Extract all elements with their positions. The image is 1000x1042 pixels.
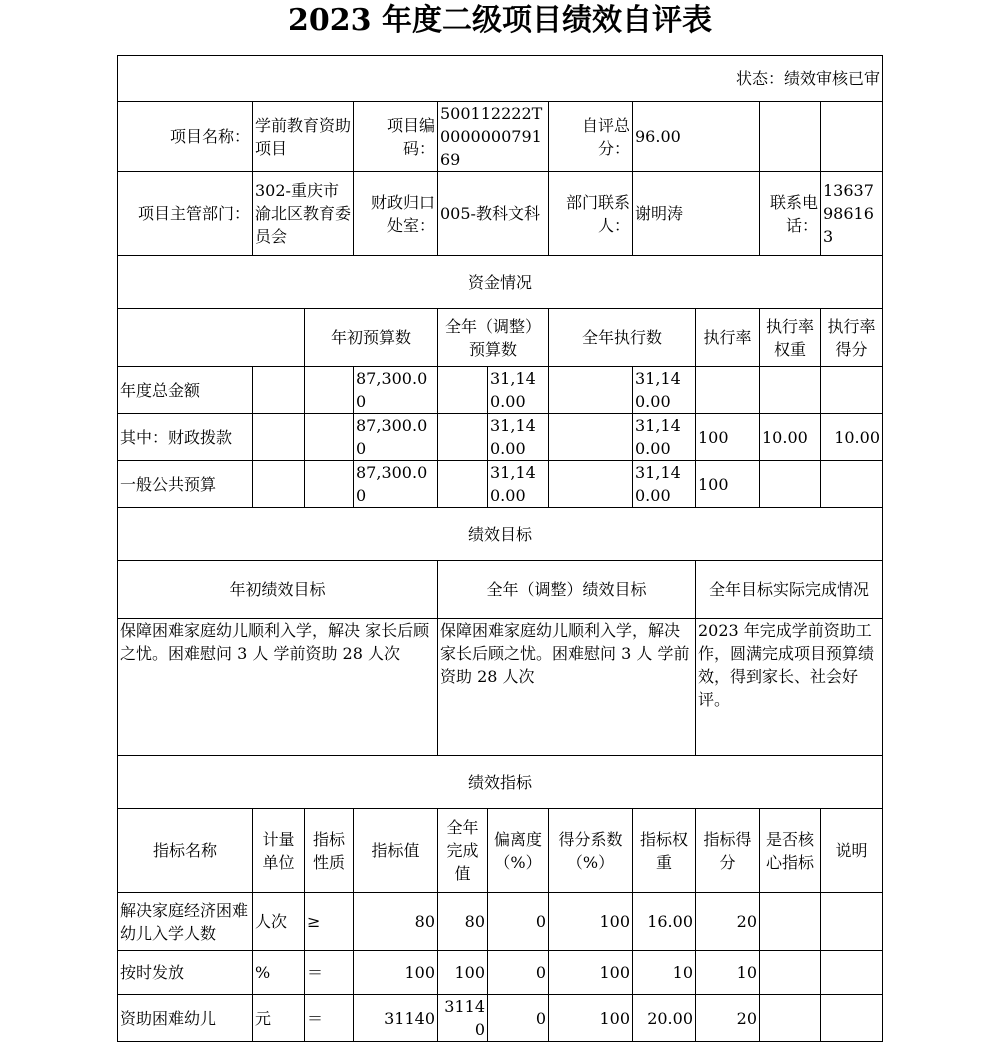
dept-label: 项目主管部门： xyxy=(118,172,253,256)
indicator-value: 100 xyxy=(354,951,438,995)
actual-goal-header: 全年目标实际完成情况 xyxy=(696,561,883,619)
funds-row-label: 其中：财政拨款 xyxy=(118,414,253,461)
status-cell: 状态：绩效审核已审 xyxy=(118,56,883,102)
indicator-name: 按时发放 xyxy=(118,951,253,995)
empty-cell xyxy=(305,414,354,461)
empty-cell xyxy=(253,367,305,414)
adjusted-budget-value: 31,140.00 xyxy=(488,461,549,508)
indicator-core xyxy=(760,995,821,1042)
unit-header: 计量单位 xyxy=(253,809,305,893)
coefficient-header: 得分系数（%） xyxy=(549,809,633,893)
empty-cell xyxy=(305,461,354,508)
score-header: 指标得分 xyxy=(696,809,760,893)
executed-value: 31,140.00 xyxy=(633,414,696,461)
rate-weight-value: 10.00 xyxy=(760,414,821,461)
rate-header: 执行率 xyxy=(696,309,760,367)
funds-row xyxy=(118,461,883,508)
page-title: 2023 年度二级项目绩效自评表 xyxy=(288,3,712,38)
adjusted-budget-value: 31,140.00 xyxy=(488,414,549,461)
indicator-completed: 31140 xyxy=(438,995,488,1042)
indicator-unit: 元 xyxy=(253,995,305,1042)
indicator-name-header: 指标名称 xyxy=(118,809,253,893)
actual-goal-text: 2023 年完成学前资助工作，圆满完成项目预算绩效，得到家长、社会好评。 xyxy=(696,619,883,756)
initial-budget-value: 87,300.00 xyxy=(354,414,438,461)
goals-section-title: 绩效目标 xyxy=(118,508,883,561)
indicator-nature: ≥ xyxy=(305,893,354,951)
indicator-deviation: 0 xyxy=(488,893,549,951)
rate-weight-header: 执行率权重 xyxy=(760,309,821,367)
phone-label: 联系电话： xyxy=(760,172,821,256)
indicator-note xyxy=(821,995,883,1042)
core-header: 是否核心指标 xyxy=(760,809,821,893)
indicator-unit: 人次 xyxy=(253,893,305,951)
adjusted-goal-header: 全年（调整）绩效目标 xyxy=(438,561,696,619)
finance-label: 财政归口处室： xyxy=(354,172,438,256)
initial-budget-value: 87,300.00 xyxy=(354,461,438,508)
dept-value: 302-重庆市渝北区教育委员会 xyxy=(253,172,354,256)
contact-label: 部门联系人： xyxy=(549,172,633,256)
indicator-unit: % xyxy=(253,951,305,995)
empty-cell xyxy=(253,414,305,461)
indicator-deviation: 0 xyxy=(488,995,549,1042)
indicator-score: 20 xyxy=(696,893,760,951)
phone-value: 13637986163 xyxy=(821,172,883,256)
funds-section-title: 资金情况 xyxy=(118,256,883,309)
project-code-value: 500112222T000000079169 xyxy=(438,102,549,172)
indicator-value: 80 xyxy=(354,893,438,951)
rate-value: 100 xyxy=(696,461,760,508)
executed-header: 全年执行数 xyxy=(549,309,696,367)
indicator-deviation: 0 xyxy=(488,951,549,995)
self-score-label: 自评总分： xyxy=(549,102,633,172)
contact-value: 谢明涛 xyxy=(633,172,760,256)
note-header: 说明 xyxy=(821,809,883,893)
initial-budget-value: 87,300.00 xyxy=(354,367,438,414)
indicator-score: 10 xyxy=(696,951,760,995)
deviation-header: 偏离度（%） xyxy=(488,809,549,893)
empty-cell xyxy=(118,309,305,367)
project-name-value: 学前教育资助项目 xyxy=(253,102,354,172)
empty-cell xyxy=(760,102,821,172)
indicator-row xyxy=(118,951,883,995)
empty-cell xyxy=(549,367,633,414)
executed-value: 31,140.00 xyxy=(633,461,696,508)
initial-budget-header: 年初预算数 xyxy=(305,309,438,367)
project-code-label: 项目编码： xyxy=(354,102,438,172)
rate-score-value xyxy=(821,461,883,508)
empty-cell xyxy=(821,102,883,172)
indicator-coefficient: 100 xyxy=(549,995,633,1042)
indicator-row xyxy=(118,893,883,951)
indicator-weight: 16.00 xyxy=(633,893,696,951)
project-name-label: 项目名称： xyxy=(118,102,253,172)
rate-score-header: 执行率得分 xyxy=(821,309,883,367)
funds-row-label: 年度总金额 xyxy=(118,367,253,414)
indicator-note xyxy=(821,893,883,951)
indicator-coefficient: 100 xyxy=(549,893,633,951)
adjusted-budget-header: 全年（调整）预算数 xyxy=(438,309,549,367)
indicator-core xyxy=(760,951,821,995)
indicator-nature: ＝ xyxy=(305,951,354,995)
funds-row xyxy=(118,367,883,414)
rate-score-value: 10.00 xyxy=(821,414,883,461)
evaluation-table xyxy=(117,55,883,1042)
adjusted-budget-value: 31,140.00 xyxy=(488,367,549,414)
indicator-value: 31140 xyxy=(354,995,438,1042)
indicator-weight: 10 xyxy=(633,951,696,995)
nature-header: 指标性质 xyxy=(305,809,354,893)
rate-weight-value xyxy=(760,461,821,508)
empty-cell xyxy=(549,461,633,508)
empty-cell xyxy=(253,461,305,508)
empty-cell xyxy=(305,367,354,414)
finance-value: 005-教科文科 xyxy=(438,172,549,256)
rate-weight-value xyxy=(760,367,821,414)
indicator-core xyxy=(760,893,821,951)
indicator-completed: 100 xyxy=(438,951,488,995)
rate-value xyxy=(696,367,760,414)
funds-row-label: 一般公共预算 xyxy=(118,461,253,508)
executed-value: 31,140.00 xyxy=(633,367,696,414)
indicator-completed: 80 xyxy=(438,893,488,951)
value-header: 指标值 xyxy=(354,809,438,893)
indicator-score: 20 xyxy=(696,995,760,1042)
weight-header: 指标权重 xyxy=(633,809,696,893)
indicator-row xyxy=(118,995,883,1042)
empty-cell xyxy=(438,414,488,461)
empty-cell xyxy=(438,461,488,508)
indicators-section-title: 绩效指标 xyxy=(118,756,883,809)
empty-cell xyxy=(549,414,633,461)
initial-goal-text: 保障困难家庭幼儿顺利入学，解决 家长后顾之忧。困难慰问 3 人 学前资助 28 人次 xyxy=(118,619,438,756)
indicator-name: 解决家庭经济困难幼儿入学人数 xyxy=(118,893,253,951)
self-score-value: 96.00 xyxy=(633,102,760,172)
indicator-coefficient: 100 xyxy=(549,951,633,995)
adjusted-goal-text: 保障困难家庭幼儿顺利入学，解决 家长后顾之忧。困难慰问 3 人 学前资助 28 人次 xyxy=(438,619,696,756)
empty-cell xyxy=(438,367,488,414)
indicator-note xyxy=(821,951,883,995)
completed-header: 全年完成值 xyxy=(438,809,488,893)
rate-value: 100 xyxy=(696,414,760,461)
indicator-name: 资助困难幼儿 xyxy=(118,995,253,1042)
rate-score-value xyxy=(821,367,883,414)
initial-goal-header: 年初绩效目标 xyxy=(118,561,438,619)
indicator-weight: 20.00 xyxy=(633,995,696,1042)
indicator-nature: ＝ xyxy=(305,995,354,1042)
funds-row xyxy=(118,414,883,461)
